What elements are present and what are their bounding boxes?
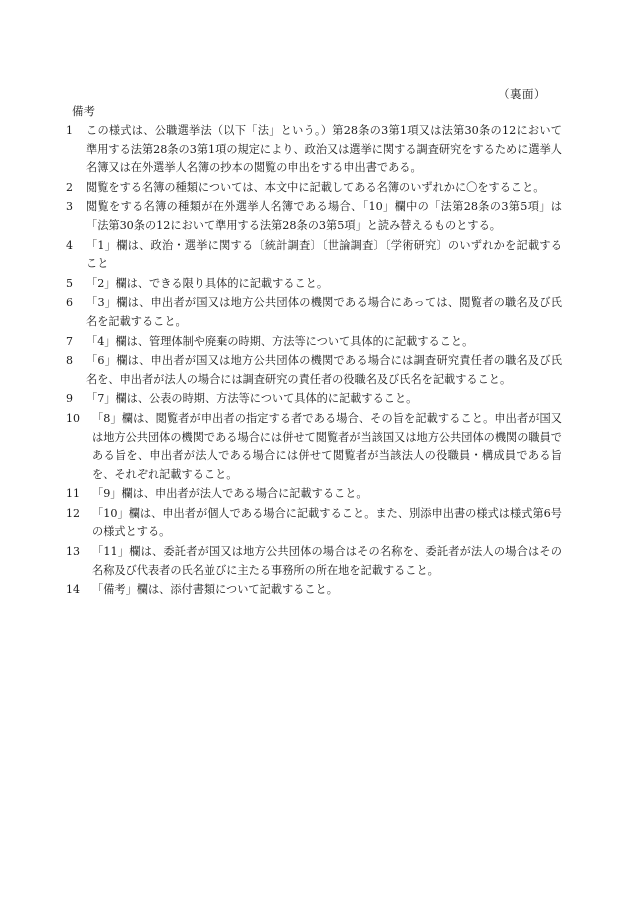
remark-number: 9: [66, 392, 73, 406]
remark-text: この様式は、公職選挙法（以下「法」という。）第28条の3第1項又は法第30条の12において準用する法第28条の3第1項の規定により、政治又は選挙に関する調査研究をするために選挙人名簿又は在外選挙人名簿の抄本の閲覧の申出をする申出書である。: [86, 124, 562, 175]
remark-item: [66, 543, 562, 580]
page-side-label: （裏面）: [498, 87, 546, 101]
remark-number: 11: [66, 487, 80, 501]
remark-item: [66, 198, 562, 235]
remark-number: 5: [66, 276, 73, 290]
remark-text: 「1」欄は、政治・選挙に関する〔統計調査〕〔世論調査〕〔学術研究〕のいずれかを記載すること: [86, 238, 562, 271]
remark-item: [66, 237, 562, 274]
remark-text: 「10」欄は、申出者が個人である場合に記載すること。また、別添申出書の様式は様式第6号の様式とする。: [92, 506, 562, 539]
remark-item: [66, 294, 562, 331]
remark-number: 14: [66, 583, 80, 597]
remark-item: [66, 275, 562, 294]
remark-item: [66, 333, 562, 352]
remark-text: 「6」欄は、申出者が国又は地方公共団体の機関である場合には調査研究責任者の職名及び氏名を、申出者が法人の場合には調査研究の責任者の役職名及び氏名を記載すること。: [86, 354, 562, 386]
remark-text: 「8」欄は、閲覧者が申出者の指定する者である場合、その旨を記載すること。申出者が国又は地方公共団体の機関である場合には併せて閲覧者が当該国又は地方公共団体の機関の職員である旨を、申出者が法人である場合には併せて閲覧者が当該法人の役職員・構成員である旨を、それぞれ記載すること。: [92, 411, 562, 481]
remark-number: 7: [66, 334, 73, 348]
remark-text: 「4」欄は、管理体制や廃棄の時期、方法等について具体的に記載すること。: [86, 334, 474, 348]
remark-text: 「7」欄は、公表の時期、方法等について具体的に記載すること。: [86, 392, 418, 406]
remarks-heading: 備考: [72, 104, 95, 118]
remark-item: [66, 581, 562, 600]
remarks-list: [66, 122, 562, 601]
remark-text: 「11」欄は、委託者が国又は地方公共団体の場合はその名称を、委託者が法人の場合はその名称及び代表者の氏名並びに主たる事務所の所在地を記載すること。: [92, 545, 562, 577]
remark-item: [66, 505, 562, 542]
remark-number: 1: [66, 124, 73, 137]
remark-number: 3: [66, 200, 73, 214]
remark-number: 2: [66, 180, 73, 194]
remark-item: [66, 390, 562, 409]
remark-item: [66, 179, 562, 198]
remark-number: 12: [66, 506, 80, 520]
remark-number: 6: [66, 296, 73, 310]
remark-text: 「3」欄は、申出者が国又は地方公共団体の機関である場合にあっては、閲覧者の職名及び氏名を記載すること。: [86, 296, 562, 328]
remark-text: 閲覧をする名簿の種類が在外選挙人名簿である場合、「10」欄中の「法第28条の3第5項」は「法第30条の12において準用する法第28条の3第5項」と読み替えるものとする。: [86, 200, 562, 232]
remark-item: [66, 122, 562, 178]
remark-number: 8: [66, 354, 73, 368]
remark-number: 10: [66, 411, 80, 425]
remark-text: 閲覧をする名簿の種類については、本文中に記載してある名簿のいずれかに〇をすること。: [86, 180, 545, 194]
remark-item: [66, 485, 562, 504]
remark-item: [66, 352, 562, 389]
remark-text: 「9」欄は、申出者が法人である場合に記載すること。: [92, 487, 368, 501]
remark-number: 4: [66, 238, 73, 252]
remark-text: 「2」欄は、できる限り具体的に記載すること。: [86, 276, 329, 290]
remark-item: [66, 410, 562, 484]
remark-text: 「備考」欄は、添付書類について記載すること。: [92, 583, 338, 597]
remark-number: 13: [66, 545, 80, 559]
